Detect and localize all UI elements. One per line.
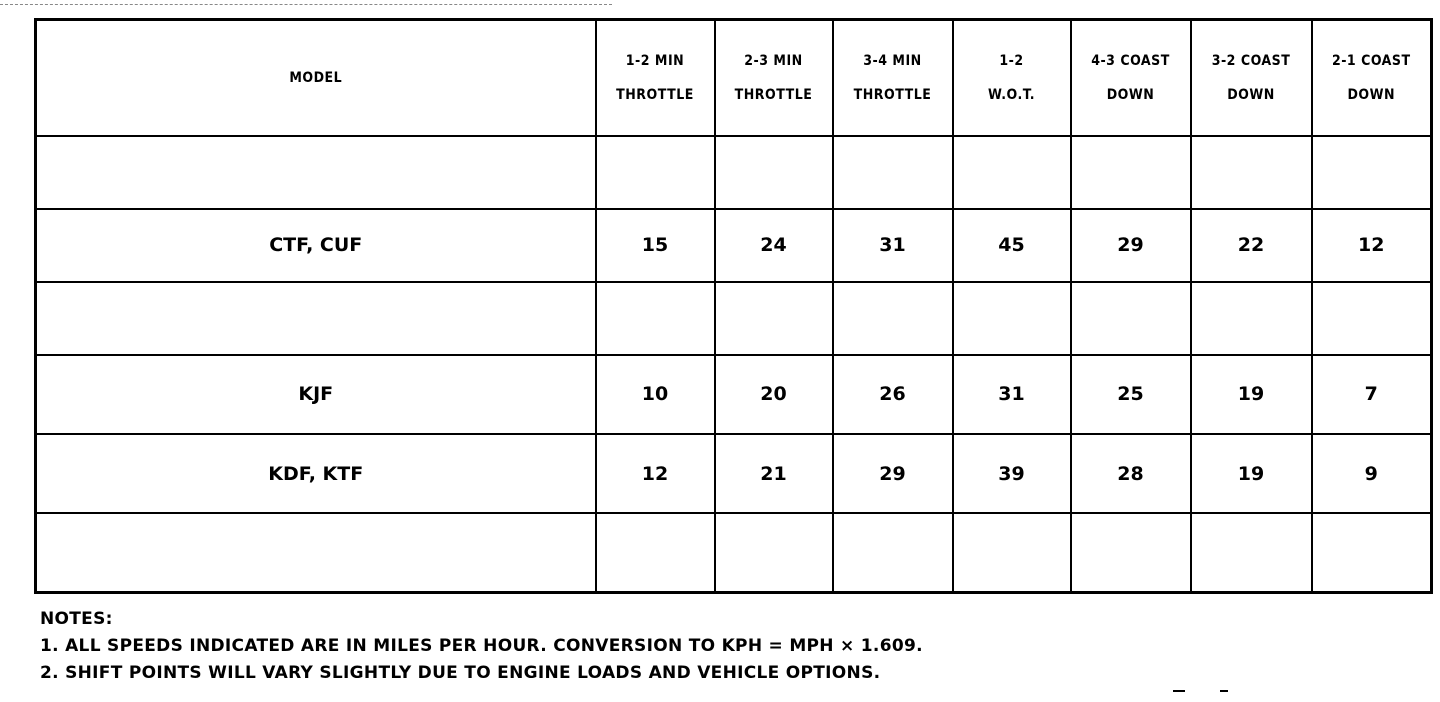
col-header-1-2-wot [953, 20, 1071, 136]
col-header-1-2-min-throttle [596, 20, 715, 136]
value-cell: 10 [596, 355, 715, 434]
model-cell: KJF [36, 355, 596, 434]
col-header-4-3-coast-down [1071, 20, 1191, 136]
scan-speck [1220, 690, 1228, 692]
value-cell [1071, 136, 1191, 209]
header-line: THROTTLE [853, 86, 932, 103]
table-header-row [36, 20, 1432, 136]
value-cell: 19 [1191, 434, 1312, 513]
table-row-ctf-cuf [36, 209, 1432, 282]
header-line: MODEL [289, 69, 343, 86]
col-header-2-3-min-throttle [715, 20, 833, 136]
value-cell: 22 [1191, 209, 1312, 282]
table-row-empty [36, 282, 1432, 355]
value-cell: 29 [1071, 209, 1191, 282]
header-line: THROTTLE [616, 86, 694, 103]
header-line: 1-2 MIN [625, 52, 685, 69]
value-cell [953, 513, 1071, 592]
value-cell [1312, 136, 1432, 209]
note-item: 1. ALL SPEEDS INDICATED ARE IN MILES PER HOUR. CONVERSION TO KPH = MPH × 1.609. [40, 636, 923, 656]
header-line: DOWN [1347, 86, 1396, 103]
value-cell [1312, 282, 1432, 355]
table-row-empty [36, 513, 1432, 592]
model-cell [36, 282, 596, 355]
col-header-3-2-coast-down [1191, 20, 1312, 136]
value-cell: 7 [1312, 355, 1432, 434]
header-line: 4-3 COAST [1091, 52, 1170, 69]
scan-edge-rule [0, 4, 612, 5]
table-row-empty [36, 136, 1432, 209]
header-line: DOWN [1106, 86, 1155, 103]
value-cell: 19 [1191, 355, 1312, 434]
value-cell [715, 136, 833, 209]
value-cell: 45 [953, 209, 1071, 282]
notes-section [40, 606, 923, 687]
value-cell: 21 [715, 434, 833, 513]
value-cell [833, 136, 953, 209]
value-cell: 31 [953, 355, 1071, 434]
value-cell: 12 [1312, 209, 1432, 282]
value-cell: 20 [715, 355, 833, 434]
header-line: W.O.T. [988, 86, 1035, 103]
value-cell [1191, 136, 1312, 209]
value-cell [833, 513, 953, 592]
value-cell [953, 136, 1071, 209]
header-line: 2-3 MIN [744, 52, 803, 69]
header-line: 3-4 MIN [863, 52, 922, 69]
value-cell [1312, 513, 1432, 592]
value-cell: 28 [1071, 434, 1191, 513]
value-cell [715, 282, 833, 355]
table-row-kdf-ktf [36, 434, 1432, 513]
scan-speck [1173, 690, 1185, 692]
value-cell [1191, 513, 1312, 592]
header-line: 2-1 COAST [1331, 52, 1411, 69]
value-cell: 24 [715, 209, 833, 282]
value-cell: 25 [1071, 355, 1191, 434]
value-cell: 31 [833, 209, 953, 282]
header-line: DOWN [1227, 86, 1275, 103]
value-cell [1191, 282, 1312, 355]
col-header-3-4-min-throttle [833, 20, 953, 136]
value-cell: 39 [953, 434, 1071, 513]
header-line: 1-2 [999, 52, 1024, 69]
value-cell [1071, 282, 1191, 355]
model-cell: CTF, CUF [36, 209, 596, 282]
model-cell: KDF, KTF [36, 434, 596, 513]
table-row-kjf [36, 355, 1432, 434]
value-cell: 26 [833, 355, 953, 434]
value-cell [953, 282, 1071, 355]
value-cell [833, 282, 953, 355]
value-cell [1071, 513, 1191, 592]
value-cell: 9 [1312, 434, 1432, 513]
value-cell: 15 [596, 209, 715, 282]
col-header-2-1-coast-down [1312, 20, 1432, 136]
note-item: 2. SHIFT POINTS WILL VARY SLIGHTLY DUE TO ENGINE LOADS AND VEHICLE OPTIONS. [40, 663, 881, 683]
shift-speed-table [34, 18, 1433, 594]
header-line: THROTTLE [734, 86, 813, 103]
notes-heading: NOTES: [40, 609, 113, 629]
value-cell [596, 513, 715, 592]
model-cell [36, 513, 596, 592]
col-header-model [36, 20, 596, 136]
value-cell [596, 282, 715, 355]
model-cell [36, 136, 596, 209]
value-cell [596, 136, 715, 209]
value-cell [715, 513, 833, 592]
value-cell: 29 [833, 434, 953, 513]
value-cell: 12 [596, 434, 715, 513]
header-line: 3-2 COAST [1211, 52, 1291, 69]
